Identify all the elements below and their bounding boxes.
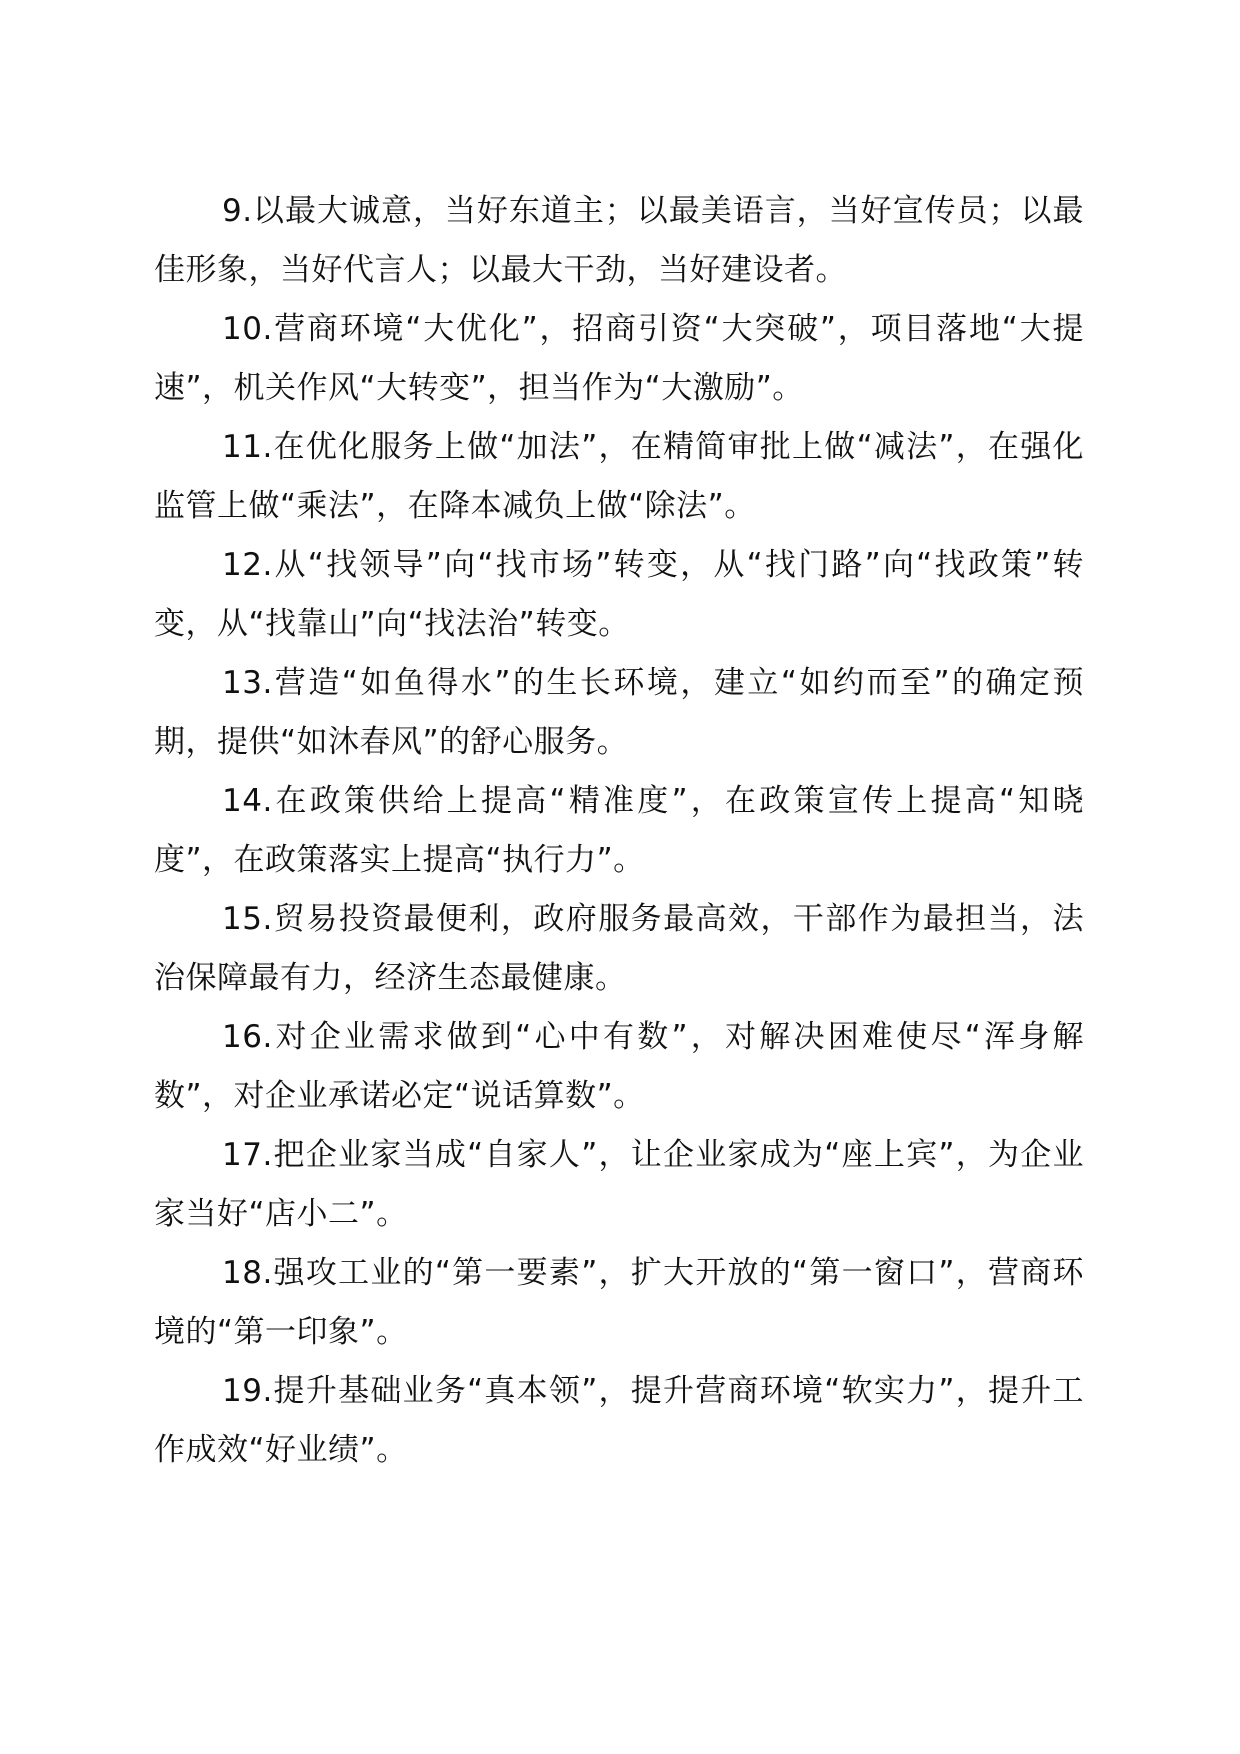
paragraph-15: 15.贸易投资最便利，政府服务最高效，干部作为最担当，法治保障最有力，经济生态最健康。 <box>154 901 1084 996</box>
paragraph-12: 12.从“找领导”向“找市场”转变，从“找门路”向“找政策”转变，从“找靠山”向“找法治”转变。 <box>154 547 1084 642</box>
paragraph-14: 14.在政策供给上提高“精准度”，在政策宣传上提高“知晓度”，在政策落实上提高“执行力”。 <box>154 783 1084 878</box>
document-page <box>154 182 1084 1480</box>
paragraph-19: 19.提升基础业务“真本领”，提升营商环境“软实力”，提升工作成效“好业绩”。 <box>154 1373 1084 1468</box>
paragraph-11: 11.在优化服务上做“加法”，在精简审批上做“减法”，在强化监管上做“乘法”，在降本减负上做“除法”。 <box>154 429 1084 524</box>
paragraph-18: 18.强攻工业的“第一要素”，扩大开放的“第一窗口”，营商环境的“第一印象”。 <box>154 1255 1084 1350</box>
paragraph-16: 16.对企业需求做到“心中有数”，对解决困难使尽“浑身解数”，对企业承诺必定“说话算数”。 <box>154 1019 1084 1114</box>
paragraph-10: 10.营商环境“大优化”，招商引资“大突破”，项目落地“大提速”，机关作风“大转变”，担当作为“大激励”。 <box>154 311 1084 406</box>
paragraph-17: 17.把企业家当成“自家人”，让企业家成为“座上宾”，为企业家当好“店小二”。 <box>154 1137 1084 1232</box>
paragraph-13: 13.营造“如鱼得水”的生长环境，建立“如约而至”的确定预期，提供“如沐春风”的舒心服务。 <box>154 665 1084 760</box>
paragraph-9: 9.以最大诚意，当好东道主；以最美语言，当好宣传员；以最佳形象，当好代言人；以最大干劲，当好建设者。 <box>154 193 1084 288</box>
